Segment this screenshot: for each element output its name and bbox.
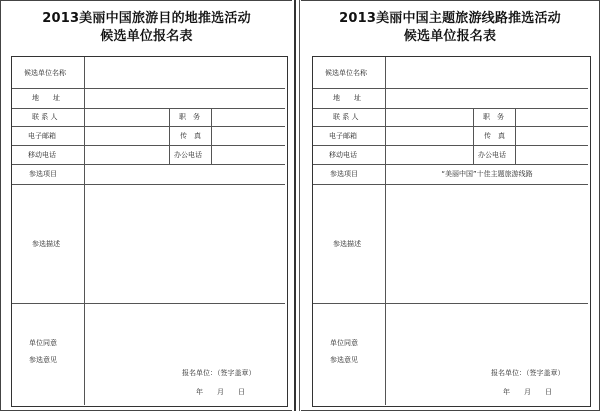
label-office-phone: 办公电话: [174, 151, 202, 159]
row-line: [12, 303, 285, 304]
date-line: 年 月 日: [503, 388, 552, 396]
label-opinion-line2: 参选意见: [29, 356, 57, 364]
label-position: 职 务: [179, 113, 200, 121]
panel-divider: [294, 0, 296, 411]
label-address: 地 址: [333, 94, 361, 102]
inner-column-divider-a: [169, 108, 170, 164]
row-line: [313, 126, 588, 127]
route-registration-form-panel: [301, 1, 599, 409]
inner-column-divider-b: [211, 108, 212, 164]
row-line: [313, 88, 588, 89]
label-opinion-line1: 单位同意: [330, 339, 358, 347]
label-contact: 联 系 人: [333, 113, 359, 121]
label-opinion-line1: 单位同意: [29, 339, 57, 347]
project-value: “美丽中国”十佳主题旅游线路: [441, 170, 533, 178]
date-line: 年 月 日: [196, 388, 245, 396]
registration-table: [11, 56, 288, 407]
row-line: [12, 145, 285, 146]
label-project: 参选项目: [29, 170, 57, 178]
label-address: 地 址: [32, 94, 60, 102]
form-title-line2: 候选单位报名表: [403, 29, 497, 44]
label-candidate-name: 候选单位名称: [24, 69, 66, 77]
destination-registration-form-panel: [1, 1, 292, 409]
label-intro: 参选描述: [32, 240, 60, 248]
row-line: [313, 145, 588, 146]
row-line: [12, 126, 285, 127]
registration-table: [312, 56, 591, 407]
label-position: 职 务: [483, 113, 504, 121]
label-intro: 参选描述: [333, 240, 361, 248]
label-contact: 联 系 人: [32, 113, 58, 121]
row-line: [313, 108, 588, 109]
label-column-divider: [84, 57, 85, 405]
label-email: 电子邮箱: [28, 132, 56, 140]
label-mobile: 移动电话: [28, 151, 56, 159]
row-line: [313, 184, 588, 185]
row-line: [12, 184, 285, 185]
label-column-divider: [385, 57, 386, 405]
label-fax: 传 真: [484, 132, 505, 140]
form-title-line2: 候选单位报名表: [100, 29, 193, 44]
label-fax: 传 真: [180, 132, 201, 140]
row-line: [313, 164, 588, 165]
label-candidate-name: 候选单位名称: [325, 69, 367, 77]
label-office-phone: 办公电话: [478, 151, 506, 159]
form-title-line1: 2013美丽中国旅游目的地推选活动: [42, 11, 251, 26]
inner-column-divider-a: [473, 108, 474, 164]
label-project: 参选项目: [330, 170, 358, 178]
panel-divider-inner: [299, 0, 300, 411]
signature-line: 报名单位：（签字盖章）: [491, 369, 565, 377]
row-line: [12, 88, 285, 89]
inner-column-divider-b: [515, 108, 516, 164]
row-line: [12, 164, 285, 165]
label-email: 电子邮箱: [329, 132, 357, 140]
form-title-line1: 2013美丽中国主题旅游线路推选活动: [339, 11, 561, 26]
signature-line: 报名单位：（签字盖章）: [182, 369, 256, 377]
label-opinion-line2: 参选意见: [330, 356, 358, 364]
row-line: [12, 108, 285, 109]
label-mobile: 移动电话: [329, 151, 357, 159]
row-line: [313, 303, 588, 304]
